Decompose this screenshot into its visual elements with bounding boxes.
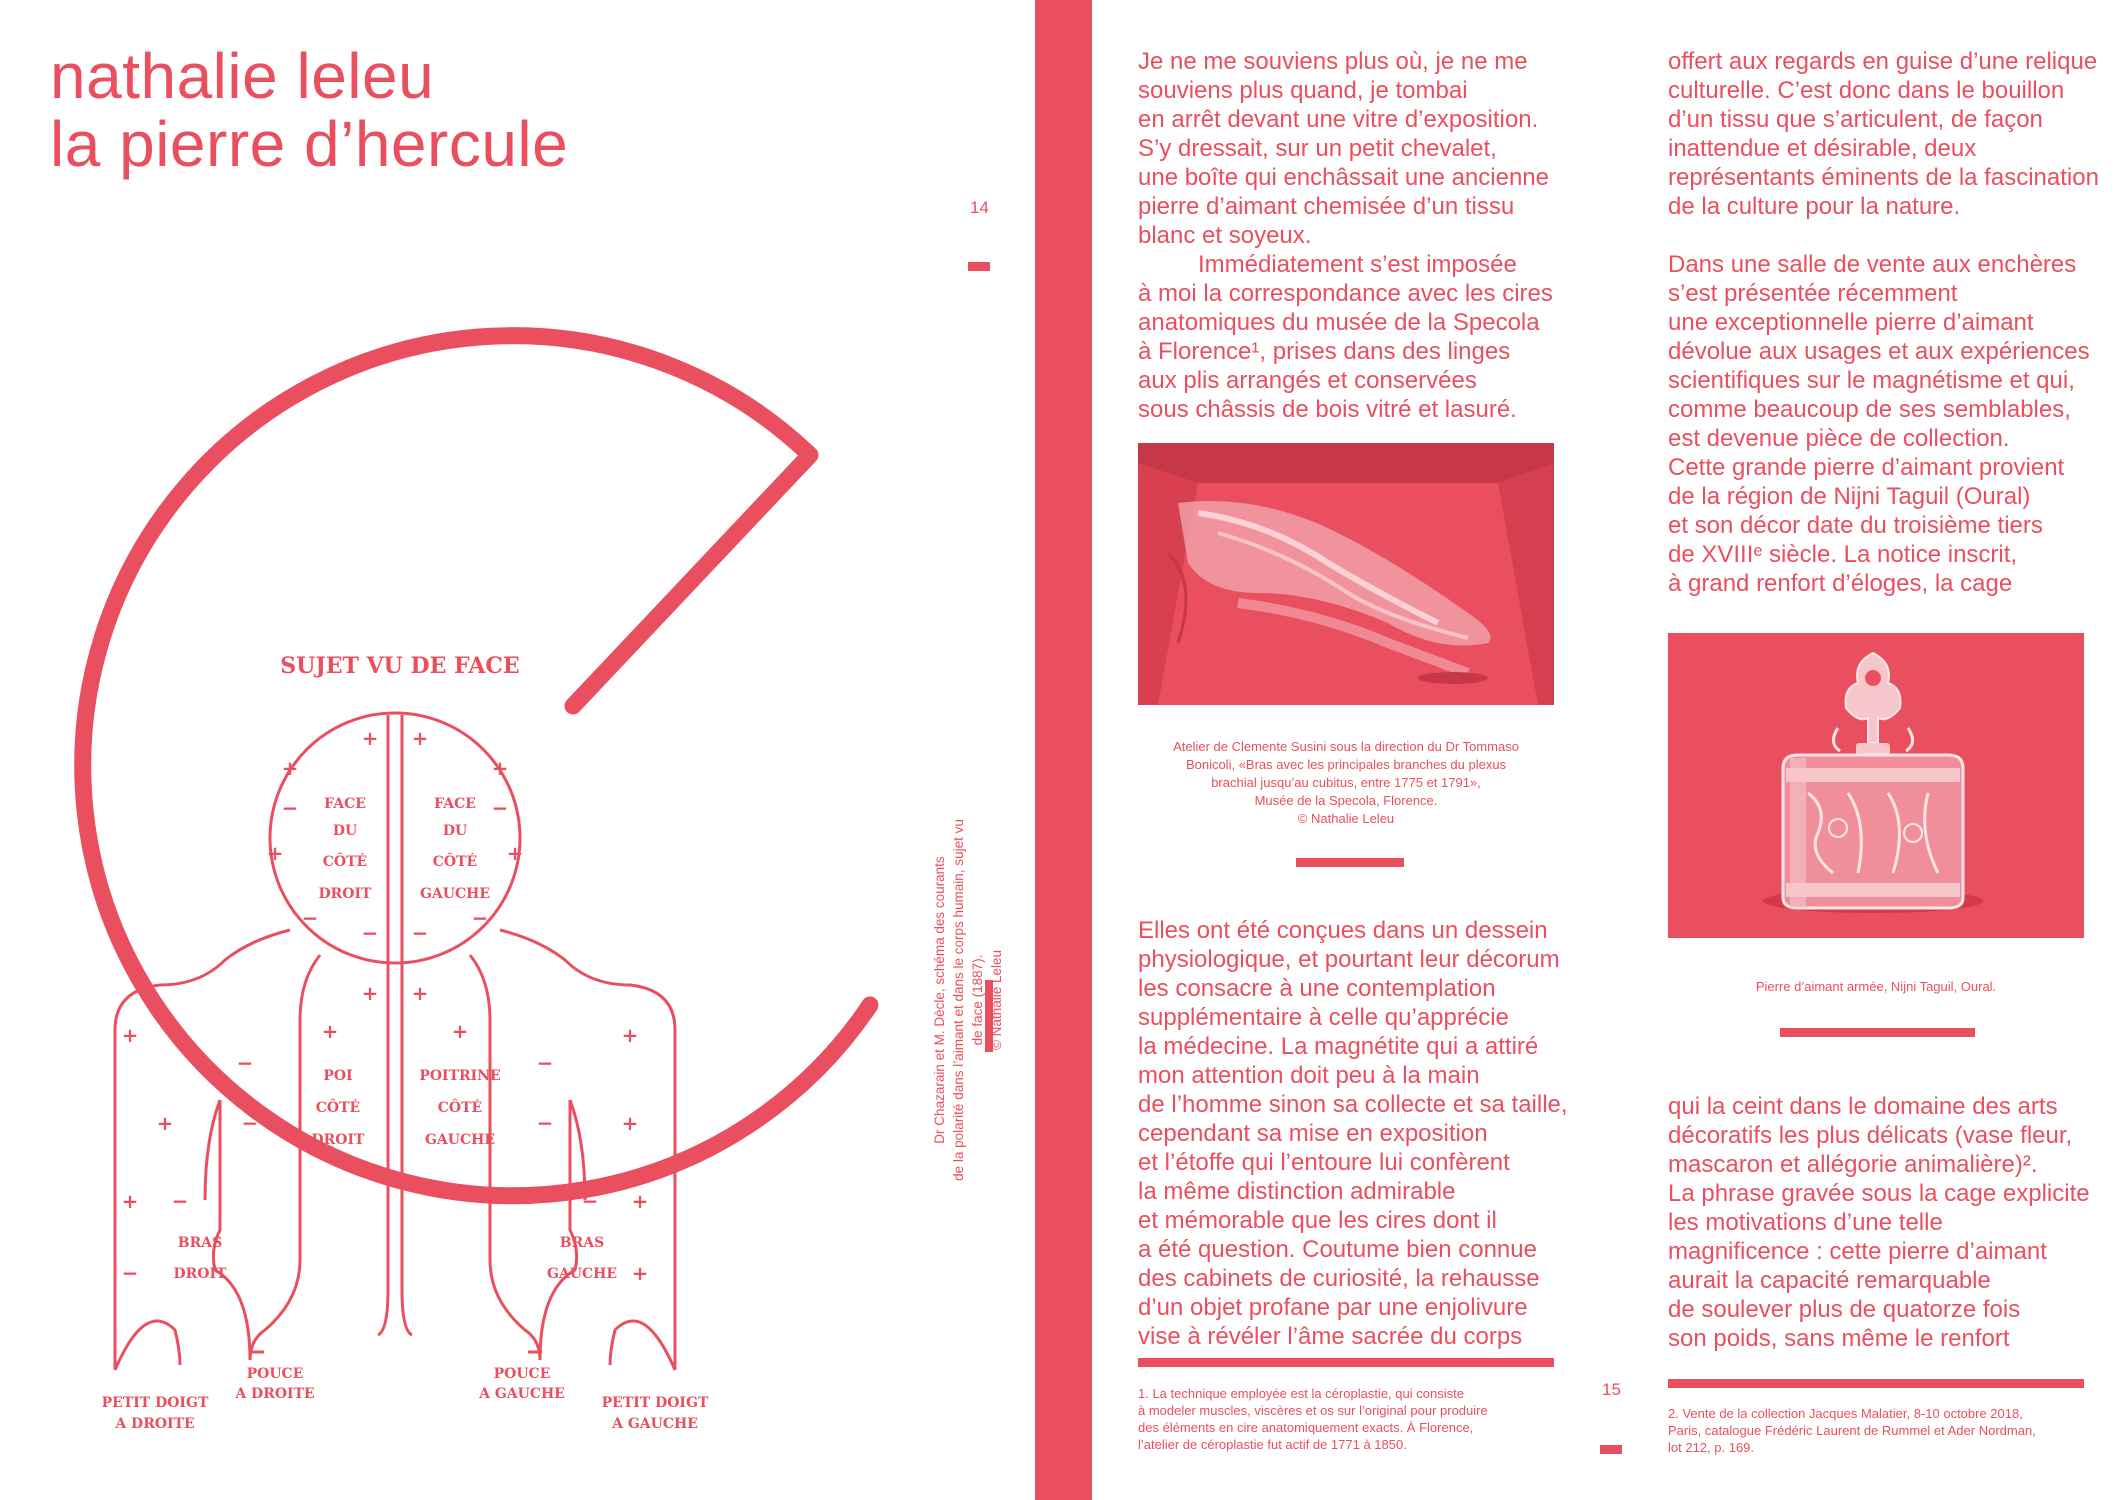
svg-text:FACE: FACE [324,796,366,812]
col1-paragraph-2-rest: à moi la correspondance avec les cires anatomiques du musée de la Specola à Florence¹, prises dans des linges aux plis arrangés et conservées sous châssis de bois vitré et lasuré. [1138,280,1553,423]
small-marker-right [1600,1445,1622,1454]
svg-text:−: − [536,1051,554,1075]
col1-paragraph-3: Elles ont été conçues dans un dessein physiologique, et pourtant leur décorum les consacre à une contemplation supplémentaire à celle qu’apprécie la médecine. La magnétite qui a attiré mon attention doit peu à la main de l’homme sinon sa collecte et sa taille, cependant sa mise en exposition et l’étoffe qui l’entoure lui confèrent la même distinction admirable et mémorable que les cires dont il a été question. Coutume bien connue des cabinets de curiosité, la rehausse d’un objet profane par une enjolivure vise à révéler l’âme sacrée du corps [1138,917,1568,1350]
svg-text:+: + [156,1111,174,1135]
svg-text:A DROITE: A DROITE [235,1386,315,1402]
svg-text:+: + [361,726,379,750]
spine-bar [1035,0,1092,1500]
svg-text:−: − [536,1111,554,1135]
svg-text:A GAUCHE: A GAUCHE [479,1386,565,1402]
article-title: la pierre d’hercule [50,108,569,180]
diagram-heading: SUJET VU DE FACE [280,653,520,679]
col1-text-top [1138,47,1578,424]
svg-text:+: + [451,1019,469,1043]
footnote-rule-col1 [1138,1358,1554,1367]
col2-text-top [1668,47,2108,598]
svg-text:+: + [281,756,299,780]
col1-paragraph-1: Je ne me souviens plus où, je ne me souviens plus quand, je tombai en arrêt devant une vitre d’exposition. S’y dressait, sur un petit chevalet, une boîte qui enchâssait une ancienne pierre d’aimant chemisée d’un tissu blanc et soyeux. [1138,48,1549,249]
svg-text:+: + [631,1189,649,1213]
wax-photo-caption: Atelier de Clemente Susini sous la direction du Dr Tommaso Bonicoli, «Bras avec les principales branches du plexus brachial jusqu’au cubitus, entre 1775 et 1791», Musée de la Specola, Florence. © Nathalie Leleu [1173,739,1519,826]
svg-text:DU: DU [442,823,468,839]
svg-text:−: − [361,921,379,945]
big-c-graphic [0,0,1000,1500]
svg-text:DROIT: DROIT [173,1266,227,1282]
page-number-left: 14 [970,198,989,217]
svg-text:POITRINE: POITRINE [419,1068,501,1084]
svg-text:DROIT: DROIT [311,1132,365,1148]
svg-text:A DROITE: A DROITE [115,1416,195,1432]
footnote-1: 1. La technique employée est la céroplastie, qui consiste à modeler muscles, viscères et os sur l’original pour produire des éléments en cire anatomiquement exacts. À Florence, l’atelier de céroplastie fut actif de 1771 à 1850. [1138,1386,1488,1452]
svg-text:CÔTÉ: CÔTÉ [437,1100,483,1116]
col2-text-bottom [1668,1092,2108,1353]
svg-text:−: − [471,906,489,930]
svg-text:BRAS: BRAS [177,1235,223,1251]
svg-text:−: − [301,906,319,930]
svg-text:GAUCHE: GAUCHE [424,1132,496,1148]
svg-text:GAUCHE: GAUCHE [419,886,491,902]
svg-text:A GAUCHE: A GAUCHE [612,1416,698,1432]
footnote-2: 2. Vente de la collection Jacques Malatier, 8-10 octobre 2018, Paris, catalogue Frédéric Laurent de Rummel et Ader Nordman, lot 212, p. 169. [1668,1406,2036,1455]
svg-text:POUCE: POUCE [493,1366,551,1382]
svg-text:+: + [321,1019,339,1043]
figure-caption-vertical: Dr Chazarain et M. Dècle, schéma des courants de la polarité dans l’aimant et dans le corps humain, sujet vu de face (1887). © Nathalie Leleu [932,819,1004,1181]
svg-text:+: + [631,1261,649,1285]
svg-text:PETIT DOIGT: PETIT DOIGT [101,1395,209,1411]
svg-text:+: + [621,1111,639,1135]
svg-text:+: + [266,841,284,865]
svg-text:DROIT: DROIT [318,886,372,902]
footnote-rule-col2 [1668,1379,2084,1388]
author-name: nathalie leleu [50,40,435,112]
lodestone-photo-caption: Pierre d’aimant armée, Nijni Taguil, Oural. [1755,979,1997,994]
svg-text:DU: DU [332,823,358,839]
svg-text:CÔTÉ: CÔTÉ [315,1100,361,1116]
divider-col2 [1780,1028,1975,1037]
svg-text:FACE: FACE [434,796,476,812]
svg-text:−: − [171,1189,189,1213]
svg-text:POI: POI [323,1068,353,1084]
svg-text:+: + [411,726,429,750]
svg-text:POUCE: POUCE [246,1366,304,1382]
svg-text:BRAS: BRAS [559,1235,605,1251]
svg-text:−: − [411,921,429,945]
svg-text:+: + [411,981,429,1005]
page-number-right: 15 [1602,1380,1621,1399]
svg-text:+: + [121,1023,139,1047]
svg-text:+: + [506,841,524,865]
svg-text:CÔTÉ: CÔTÉ [322,854,368,870]
col1-paragraph-2-first: Immédiatement s’est imposée [1198,251,1517,278]
svg-text:−: − [121,1261,139,1285]
lodestone-photo [1668,633,2084,938]
col2-paragraph-2: Dans une salle de vente aux enchères s’est présentée récemment une exceptionnelle pierre d’aimant dévolue aux usages et aux expériences scientifiques sur le magnétisme et qui, comme beaucoup de ses semblables, est devenue pièce de collection. Cette grande pierre d’aimant provient de la région de Nijni Taguil (Oural) et son décor date du troisième tiers de XVIIIᵉ siècle. La notice inscrit, à grand renfort d’éloges, la cage [1668,251,2090,597]
svg-text:+: + [491,756,509,780]
col1-text-bottom [1138,916,1578,1351]
svg-text:+: + [121,1189,139,1213]
wax-anatomy-photo [1138,443,1554,705]
svg-text:PETIT DOIGT: PETIT DOIGT [601,1395,709,1411]
svg-text:−: − [491,796,509,820]
svg-text:+: + [621,1023,639,1047]
divider-col1 [1296,858,1404,867]
col2-paragraph-3: qui la ceint dans le domaine des arts décoratifs les plus délicats (vase fleur, mascaron et allégorie animalière)². La phrase gravée sous la cage explicite les motivations d’une telle magnificence : cette pierre d’aimant aurait la capacité remarquable de soulever plus de quatorze fois son poids, sans même le renfort [1668,1093,2090,1352]
svg-text:−: − [241,1111,259,1135]
svg-text:−: − [581,1189,599,1213]
col2-paragraph-1: offert aux regards en guise d’une relique culturelle. C’est donc dans le bouillon d’un tissu que s’articulent, de façon inattendue et désirable, deux représentants éminents de la fascination de la culture pour la nature. [1668,48,2099,220]
svg-text:CÔTÉ: CÔTÉ [432,854,478,870]
svg-text:−: − [281,796,299,820]
svg-text:GAUCHE: GAUCHE [546,1266,618,1282]
svg-text:+: + [361,981,379,1005]
svg-text:−: − [236,1051,254,1075]
